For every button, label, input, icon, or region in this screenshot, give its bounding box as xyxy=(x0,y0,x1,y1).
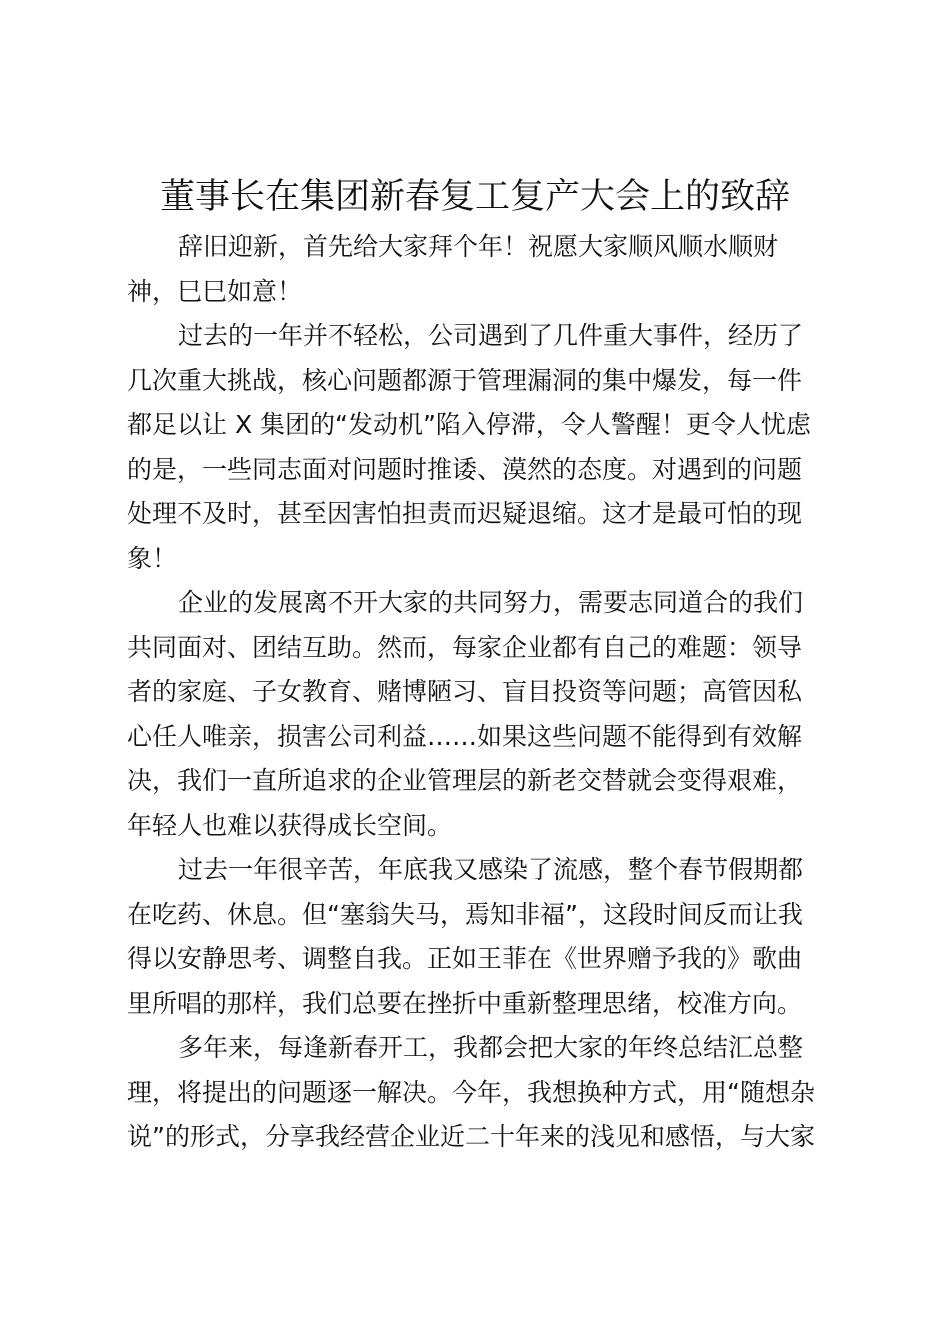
paragraph-line: 的是，一些同志面对问题时推诿、漠然的态度。对遇到的问题 xyxy=(127,454,803,484)
paragraph-line: 年轻人也难以获得成长空间。 xyxy=(127,810,453,840)
paragraph-line: 处理不及时，甚至因害怕担责而迟疑退缩。这才是最可怕的现 xyxy=(127,499,803,528)
paragraph-line: 象！ xyxy=(127,543,178,573)
paragraph-line: 过去的一年并不轻松，公司遇到了几件重大事件，经历了 xyxy=(178,321,804,350)
paragraph-line: 里所唱的那样，我们总要在挫折中重新整理思绪，校准方向。 xyxy=(127,988,803,1018)
paragraph-line: 决，我们一直所追求的企业管理层的新老交替就会变得艰难， xyxy=(127,766,803,795)
paragraph-enterprise-development xyxy=(127,581,829,848)
paragraph-line: 者的家庭、子女教育、赌博陋习、盲目投资等问题；高管因私 xyxy=(127,677,803,706)
paragraph-line: 共同面对、团结互助。然而，每家企业都有自己的难题：领导 xyxy=(127,632,803,662)
paragraph-line: 说”的形式，分享我经营企业近二十年来的浅见和感悟，与大家 xyxy=(127,1122,815,1151)
paragraph-greeting xyxy=(127,225,829,314)
paragraph-line: 理，将提出的问题逐一解决。今年，我想换种方式，用“随想杂 xyxy=(127,1077,815,1107)
paragraph-line: 几次重大挑战，核心问题都源于管理漏洞的集中爆发，每一件 xyxy=(127,365,803,395)
paragraph-new-approach xyxy=(127,1026,829,1160)
paragraph-line: 都足以让 X 集团的“发动机”陷入停滞，令人警醒！更令人忧虑 xyxy=(127,410,811,439)
paragraph-hard-year xyxy=(127,848,829,1026)
paragraph-line: 过去一年很辛苦，年底我又感染了流感，整个春节假期都 xyxy=(178,855,804,884)
paragraph-line: 多年来，每逢新春开工，我都会把大家的年终总结汇总整 xyxy=(178,1033,804,1062)
paragraph-line: 在吃药、休息。但“塞翁失马，焉知非福”，这段时间反而让我 xyxy=(127,899,803,929)
paragraph-line: 得以安静思考、调整自我。正如王菲在《世界赠予我的》歌曲 xyxy=(127,944,803,973)
document-body xyxy=(127,225,829,1160)
paragraph-line: 辞旧迎新，首先给大家拜个年！祝愿大家顺风顺水顺财 xyxy=(178,232,779,261)
paragraph-line: 神，巳巳如意！ xyxy=(127,276,303,306)
paragraph-line: 心任人唯亲，损害公司利益……如果这些问题不能得到有效解 xyxy=(127,721,803,751)
paragraph-past-year xyxy=(127,314,829,581)
document-title: 董事长在集团新春复工复产大会上的致辞 xyxy=(159,177,790,217)
paragraph-line: 企业的发展离不开大家的共同努力，需要志同道合的我们 xyxy=(178,588,804,617)
